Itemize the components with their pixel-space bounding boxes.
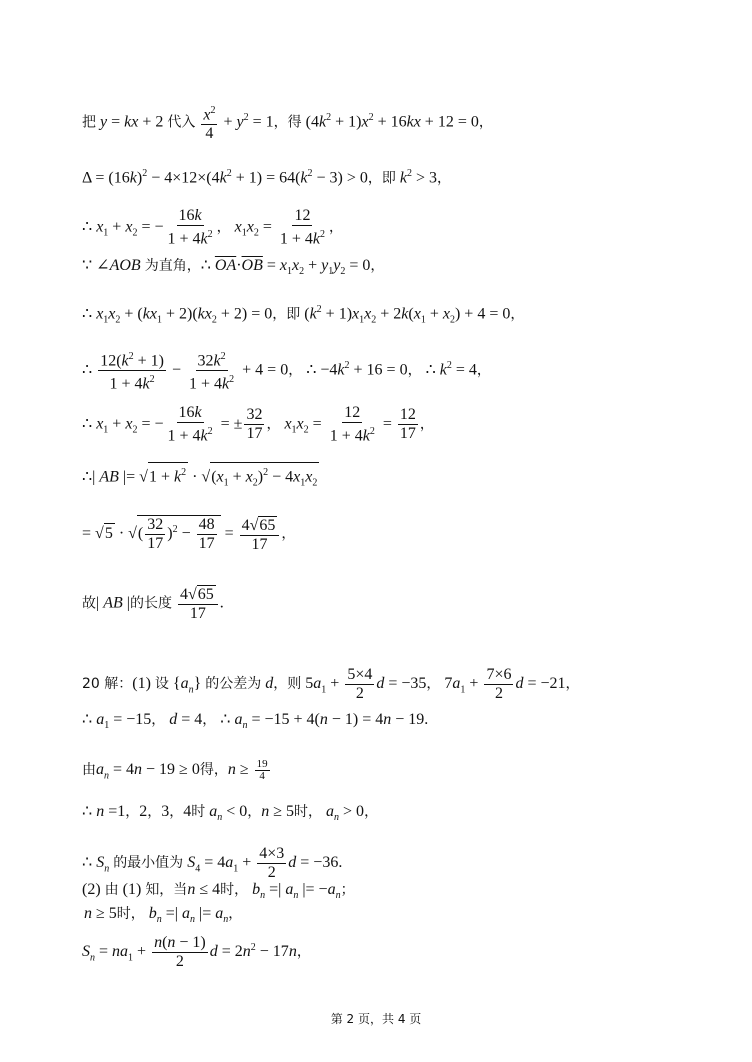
math-line-6: ∴ $\frac{12(k^2 + 1)}{1 + 4k^2}$ − $\frac{32k^2}{1 + 4k^2}$ + 4 = 0， ∴ $-4k^2 + 16 = 0$， ∴ $k^2 = 4$， — [82, 348, 491, 394]
math-line-11: 20 解：(1) 设 $\{a_n\}$ 的公差为 d，则 $5a_1$ + $\frac{5\times 4}{2}$ d = −35， $7a_1$ + $\frac{7\times 6}{2}$ d = −21， — [82, 666, 580, 702]
math-line-9: = √5 · √( $\frac{32}{17}$ )$^2$ − $\frac{48}{17}$ = $\frac{4√65}{17}$ ， — [82, 516, 296, 553]
math-line-2: $\Delta = (16k)^2 - 4\times 12\times(4k^2 + 1) = 64(k^2 - 3) > 0$，即 $k^2 > 3$， — [82, 168, 452, 187]
math-line-3: ∴ $x_1 + x_2$ = − $\frac{16k}{1 + 4k^2}$ ， $x_1x_2$ = $\frac{12}{1 + 4k^2}$ ， — [82, 207, 344, 248]
math-line-7: ∴ $x_1 + x_2$ = − $\frac{16k}{1 + 4k^2}$ = ± $\frac{32}{17}$ ， $x_1x_2$ = $\frac{12}{1 + 4k^2}$ = $\frac{12}{17}$ ， — [82, 404, 434, 445]
page-footer: 第 2 页，共 4 页 — [330, 1012, 422, 1026]
math-line-4: ∵ ∠AOB 为直角，∴ $\overline{OA}\cdot\overline{OB} = x_1x_2 + y_1y_2 = 0$， — [82, 257, 385, 278]
math-line-8: ∴| AB |= $√1 + k^2 \cdot √(x_1 + x_2)^2 - 4x_1x_2$ — [82, 462, 319, 494]
math-line-13: 由$a_n = 4n - 19 \ge 0$得，n ≥ $\frac{19}{4}$ — [82, 758, 268, 782]
math-line-10: 故| AB |的长度 $\frac{4√65}{17}$ . — [82, 586, 224, 622]
math-line-17: n ≥ 5时， $b_n$ =| $a_n$ |= $a_n$， — [84, 905, 243, 926]
math-line-1: 把 y = kx + 2 代入 $\frac{x^2}{4}$ + $y^2 = 1$，得 $(4k^2 + 1)x^2 + 16kx + 12 = 0$， — [82, 102, 493, 143]
math-line-16: (2) 由 (1) 知，当n ≤ 4时， $b_n$ =| $a_n$ |= $-a_n$； — [82, 881, 355, 902]
math-line-14: ∴ n =1，2，3，4时 $a_n < 0$，n ≥ 5时， $a_n > 0$， — [82, 803, 379, 824]
math-line-18: $S_n = na_1$ + $\frac{n(n - 1)}{2}$ $d = 2n^2 - 17n$， — [82, 934, 311, 970]
math-line-12: ∴ $a_1 = -15$， d = 4， ∴ $a_n = -15 + 4(n - 1) = 4n - 19$. — [82, 711, 429, 732]
math-line-15: ∴ $S_n$ 的最小值为 $S_4 = 4a_1$ + $\frac{4\times 3}{2}$ d = −36. — [82, 845, 343, 881]
math-line-5: ∴ $x_1x_2 + (kx_1 + 2)(kx_2 + 2) = 0$，即 $(k^2 + 1)x_1x_2 + 2k(x_1 + x_2) + 4 = 0$， — [82, 304, 525, 326]
